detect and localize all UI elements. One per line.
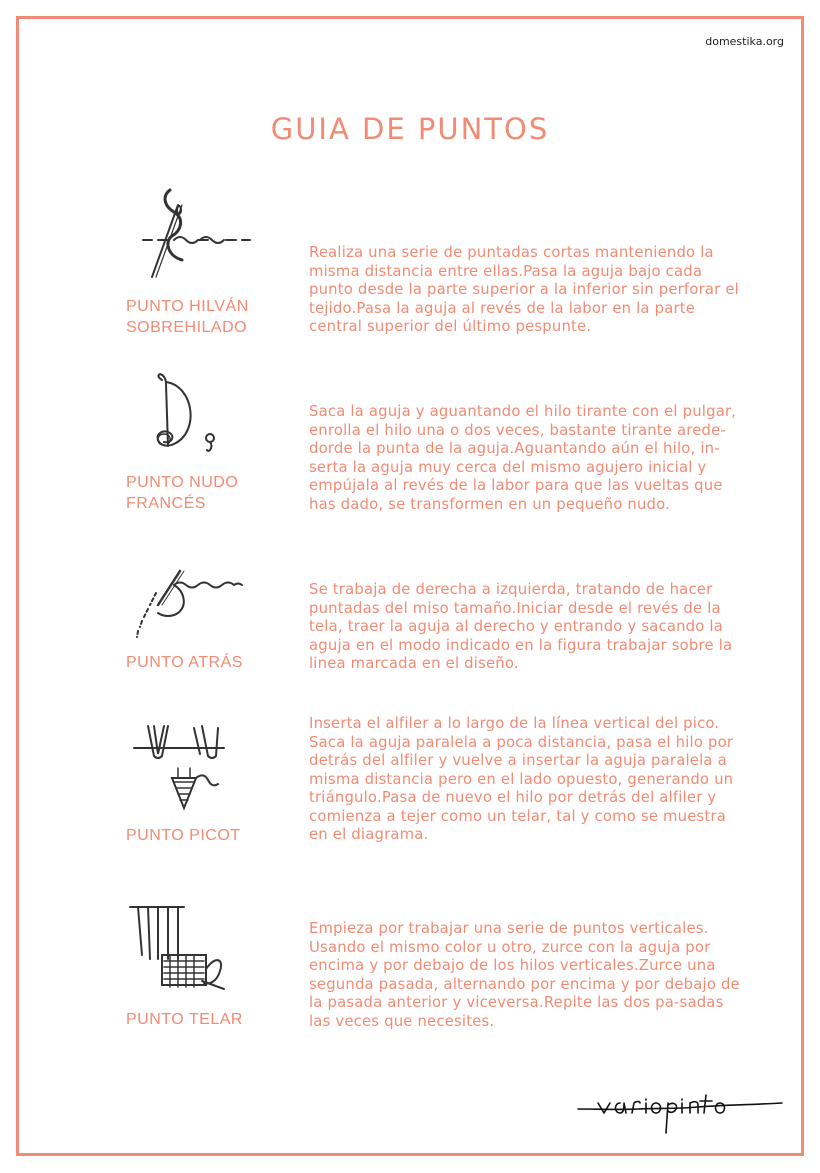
- stitch-description: Inserta el alfiler a lo largo de la línea vertical del pico. Saca la aguja paralela a poca distancia, pasa el hilo por detrás del alfiler y vuelve a insertar la aguja paralela a misma distancia pero en el lado opuesto, generando un triángulo.Pasa de nuevo el hilo por detrás del alfiler y comienza a tejer como un telar, tal y como se muestra en el diagrama.: [309, 715, 734, 843]
- stitch-item-nudo-frances: [0, 368, 820, 548]
- stitch-description: Saca la aguja y aguantando el hilo tirante con el pulgar, enrolla el hilo una o dos veces, bastante tirante arede-dorde la punta de la aguja.Aguantando aún el hilo, in-serta la aguja muy cerca del mismo agujero inicial y empújala al revés de la labor para que las vueltas que has dado, se transformen en un pequeño nudo.: [309, 403, 737, 513]
- stitch-name: PUNTO NUDO FRANCÉS: [126, 474, 239, 512]
- stitch-name: PUNTO ATRÁS: [126, 654, 243, 671]
- stitch-description: Realiza una serie de puntadas cortas manteniendo la misma distancia entre ellas.Pasa la aguja bajo cada punto desde la parte superior a la inferior sin perforar el tejido.Pasa la aguja al revés de la labor en la parte central superior del último pespunte.: [309, 244, 739, 335]
- stitch-name: PUNTO PICOT: [126, 827, 241, 844]
- stitch-name: PUNTO HILVÁN SOBREHILADO: [126, 298, 249, 336]
- backstitch-icon: [134, 563, 246, 639]
- site-url[interactable]: domestika.org: [705, 35, 784, 48]
- french-knot-icon: [148, 372, 228, 462]
- stitch-item-telar: [0, 893, 820, 1073]
- stitch-item-atras: [0, 555, 820, 735]
- stitch-description: Se trabaja de derecha a izquierda, tratando de hacer puntadas del miso tamaño.Iniciar desde el revés de la tela, traer la aguja al derecho y entrando y sacando la aguja en el modo indicado en la figura trabajar sobre la linea marcada en el diseño.: [309, 581, 733, 672]
- page-title: GUIA DE PUNTOS: [270, 112, 550, 146]
- running-stitch-needle-icon: [138, 185, 258, 280]
- stitch-item-picot: [0, 712, 820, 892]
- stitch-name: PUNTO TELAR: [126, 1011, 243, 1028]
- picot-stitch-icon: [132, 718, 232, 818]
- variopinto-logo: [576, 1085, 788, 1137]
- loom-stitch-icon: [128, 899, 228, 995]
- stitch-item-hilvan: [0, 180, 820, 360]
- stitch-description: Empieza por trabajar una serie de puntos verticales. Usando el mismo color u otro, zurce con la aguja por encima y por debajo de los hilos verticales.Zurce una segunda pasada, alternando por encima y por debajo de la pasada anterior y viceversa.Repite las dos pa-sadas las veces que necesites.: [309, 920, 740, 1030]
